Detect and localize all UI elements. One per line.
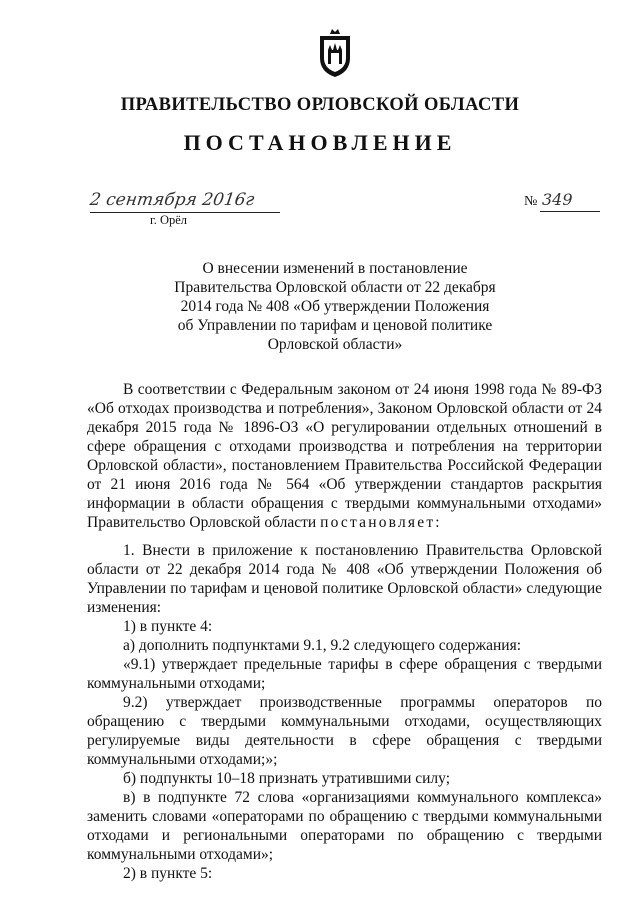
document-subject: [150, 259, 520, 354]
subject-line: об Управлении по тарифам и ценовой политике: [177, 317, 493, 334]
subject-line: 2014 года № 408 «Об утверждении Положения: [180, 298, 490, 315]
handwritten-number: 349: [542, 190, 573, 209]
resolution-body: [87, 541, 602, 883]
paragraph-b: б) подпункты 10–18 признать утратившими силу;: [123, 770, 451, 787]
document-type: ПОСТАНОВЛЕНИЕ: [183, 130, 457, 155]
paragraph-1-1: 1) в пункте 4:: [123, 618, 213, 635]
paragraph-2: 2) в пункте 5:: [123, 865, 213, 882]
preamble: [87, 380, 602, 532]
paragraph-9-2: 9.2) утверждает производственные программы операторов по обращению с твердыми коммунальными отходами, осуществляющих регулируемые виды деятельности в сфере обращения с твердыми коммунальными отходами;»;: [87, 694, 602, 768]
city: г. Орёл: [150, 213, 188, 227]
paragraph-9-1: «9.1) утверждает предельные тарифы в сфере обращения с твердыми коммунальными отходами;: [87, 656, 602, 692]
handwritten-date: 2 сентября 2016г: [88, 190, 256, 210]
decision-word: постановляет:: [320, 514, 442, 531]
coat-of-arms-icon: [316, 28, 354, 78]
preamble-text: В соответствии с Федеральным законом от 24 июня 1998 года № 89-ФЗ «Об отходах производства и потребления», Законом Орловской области от 24 декабря 2015 года № 1896-ОЗ «О регулировании отдельных отношений в сфере обращения с отходами производства и потребления на территории Орловской области», постановлением Правительства Российской Федерации от 21 июня 2016 года № 564 «Об утверждении стандартов раскрытия информации в области обращения с твердыми коммунальными отходами» Правительство Орловской области: [87, 381, 602, 531]
number-label: №: [524, 194, 538, 209]
subject-line: Правительства Орловской области от 22 декабря: [174, 279, 496, 296]
organization-title: ПРАВИТЕЛЬСТВО ОРЛОВСКОЙ ОБЛАСТИ: [120, 95, 520, 115]
preamble-paragraph: [87, 380, 602, 532]
subject-line: Орловской области»: [267, 336, 403, 353]
paragraph-1: 1. Внести в приложение к постановлению Правительства Орловской области от 22 декабря 2014 года № 408 «Об утверждении Положения об Управлении по тарифам и ценовой политике Орловской области» следующие изменения:: [87, 542, 602, 616]
number-underline: [540, 211, 600, 212]
paragraph-v: в) в подпункте 72 слова «организациями коммунального комплекса» заменить словами «операторами по обращению с твердыми коммунальными отходами и региональными операторами по обращению с твердыми коммунальными отходами»;: [87, 789, 602, 863]
paragraph-a: а) дополнить подпунктами 9.1, 9.2 следующего содержания:: [123, 637, 522, 654]
subject-line: О внесении изменений в постановление: [202, 260, 468, 277]
